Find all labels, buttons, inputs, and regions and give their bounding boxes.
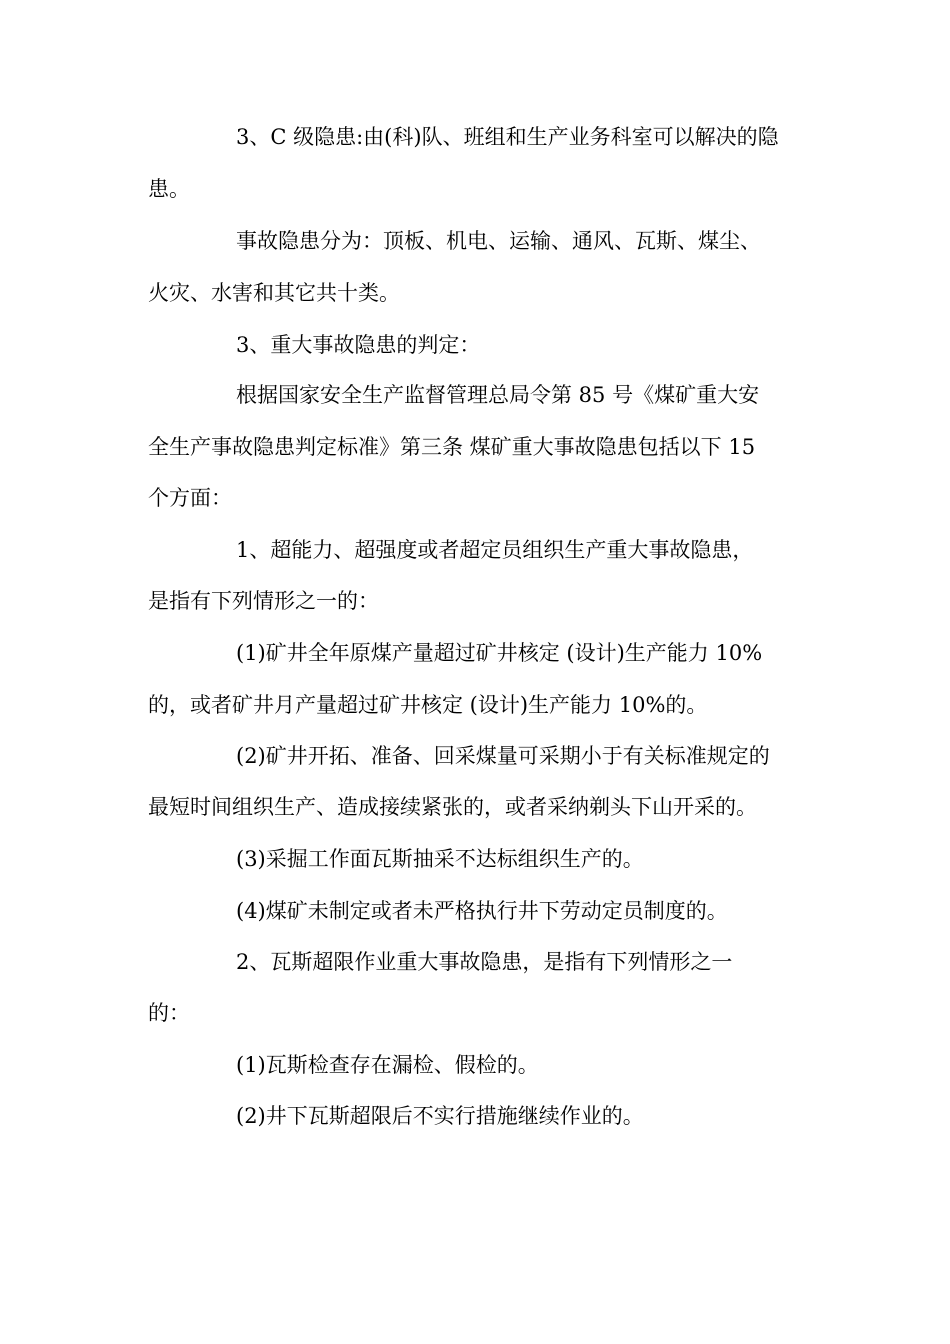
text-line: (3)采掘工作面瓦斯抽采不达标组织生产的。 (236, 847, 644, 871)
text-line: (2)井下瓦斯超限后不实行措施继续作业的。 (236, 1104, 644, 1128)
text-line: 1、超能力、超强度或者超定员组织生产重大事故隐患， (236, 538, 754, 562)
text-line: 2、瓦斯超限作业重大事故隐患，是指有下列情形之一 (236, 950, 733, 974)
text-line: 的： (148, 1001, 190, 1025)
text-line: 根据国家安全生产监督管理总局令第 85 号《煤矿重大安 (236, 383, 760, 407)
text-line: 的，或者矿井月产量超过矿井核定 (设计)生产能力 10%的。 (148, 693, 708, 717)
text-line: (1)瓦斯检查存在漏检、假检的。 (236, 1053, 539, 1077)
text-line: 最短时间组织生产、造成接续紧张的，或者采纳剃头下山开采的。 (148, 795, 757, 819)
text-line: (2)矿井开拓、准备、回采煤量可采期小于有关标准规定的 (236, 744, 770, 768)
text-line: (4)煤矿未制定或者未严格执行井下劳动定员制度的。 (236, 899, 728, 923)
text-line: 事故隐患分为：顶板、机电、运输、通风、瓦斯、煤尘、 (236, 229, 761, 253)
text-line: 3、重大事故隐患的判定： (236, 333, 481, 357)
text-line: 全生产事故隐患判定标准》第三条 煤矿重大事故隐患包括以下 15 (148, 435, 756, 459)
text-line: 火灾、水害和其它共十类。 (148, 281, 400, 305)
text-line: 3、C 级隐患:由(科)队、班组和生产业务科室可以解决的隐 (236, 125, 779, 149)
text-line: 个方面： (148, 486, 232, 510)
text-line: 患。 (148, 177, 190, 201)
text-line: 是指有下列情形之一的： (148, 589, 379, 613)
text-line: (1)矿井全年原煤产量超过矿井核定 (设计)生产能力 10% (236, 641, 763, 665)
